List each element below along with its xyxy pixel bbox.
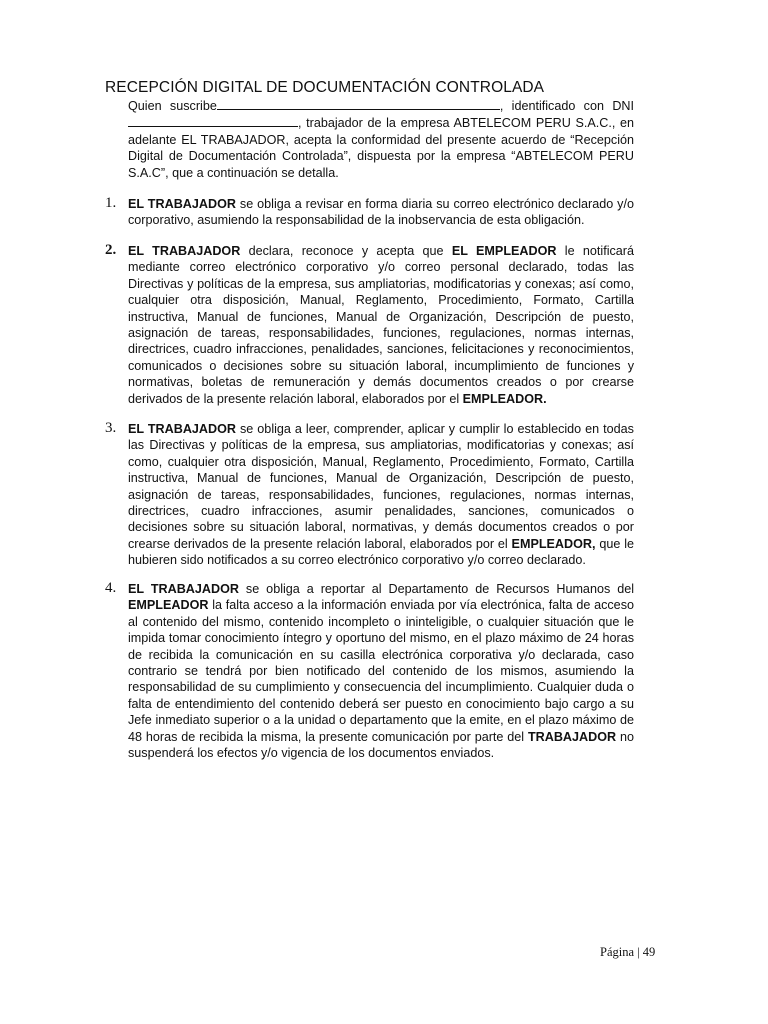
page-number: Página | 49 xyxy=(600,945,656,959)
clause-number: 4. xyxy=(105,580,117,596)
clause-number: 2. xyxy=(105,242,117,258)
intro-paragraph xyxy=(128,97,634,181)
bold-term: EMPLEADOR, xyxy=(511,536,596,551)
intro-text-1: Quien suscribe xyxy=(128,99,217,113)
bold-term: EL TRABAJADOR xyxy=(128,422,237,436)
clause-text-run: se obliga a reportar al Departamento de Recursos Humanos del xyxy=(238,582,635,596)
clause-number: 3. xyxy=(105,420,117,436)
clause-text-run: que le hubieren sido notificados a su correo electrónico corporativo y/o correo declarado. xyxy=(128,536,635,568)
bold-term: EL TRABAJADOR xyxy=(128,244,241,258)
clause-text-run: la falta acceso a la información enviada por vía electrónica, falta de acceso al contenido del mismo, contenido incompleto o ininteligible, o cualquier situación que le impida tomar conocimiento íntegro y oportuno del mismo, en el plazo máximo de 24 horas de recibida la comunicación en su casilla electrónica corporativa y/o declarada, caso contrario se tendrá por bien notificado del contenido de los mismos, asumiendo la responsabilidad de su cumplimiento y consecuencia del incumplimiento. Cualquier duda o falta de entendimiento del contenido deberá ser puesto en conocimiento bajo cargo a su Jefe inmediato superior o a la unidad o departamento que la emite, en el plazo máximo de 48 horas de recibida la misma, la presente comunicación por parte del xyxy=(128,598,634,744)
dni-blank-line xyxy=(128,114,298,127)
name-blank-line xyxy=(217,97,500,110)
clause-text-run: se obliga a leer, comprender, aplicar y cumplir lo establecido en todas las Directivas y políticas de la empresa, sus ampliatorias, modificatorias y conexas; así como, cualquier otra disposición, Manual, Reglamento, Procedimiento, Formato, Cartilla instructiva, Manual de funciones, Manual de Organización, Descripción de puesto, asignación de tareas, responsabilidades, funciones, regulaciones, normas internas, directrices, cuadro infracciones, asumir penalidades, sanciones, comunicados o decisiones sobre su situación laboral, normativas, y demás documentos creados o por crearse derivados de la presente relación laboral, elaborados por el xyxy=(128,422,634,551)
intro-text-3: , trabajador de la empresa ABTELECOM PERU S.A.C., en adelante EL TRABAJADOR, acepta la conformidad del presente acuerdo de “Recepción Digital de Documentación Controlada”, dispuesta por la empresa “ABTELECOM PERU S.A.C”, que a continuación se detalla. xyxy=(128,116,634,180)
clause-text xyxy=(128,196,634,229)
bold-term: EL EMPLEADOR xyxy=(451,244,557,258)
clause-text-run: declara, reconoce y acepta que xyxy=(240,244,452,258)
clause-text xyxy=(128,421,634,569)
clause-2 xyxy=(105,243,634,407)
clause-text xyxy=(128,243,634,407)
clause-text xyxy=(128,581,634,761)
intro-text-2: , identificado con DNI xyxy=(499,99,635,113)
bold-term: EMPLEADOR. xyxy=(462,391,547,406)
clause-number: 1. xyxy=(105,195,117,211)
clause-3 xyxy=(105,421,634,569)
clause-text-run: le notificará mediante correo electrónico corporativo y/o correo personal declarado, todas las Directivas y políticas de la empresa, sus ampliatorias, modificatorias y conexas; así como, cualquier otra disposición, Manual, Reglamento, Procedimiento, Formato, Cartilla instructiva, Manual de funciones, Manual de Organización, Descripción de puesto, asignación de tareas, responsabilidades, funciones, regulaciones, normas internas, directrices, cuadro infracciones, penalidades, sanciones, felicitaciones y reconocimientos, comunicados o decisiones sobre su situación laboral, incumplimiento de funciones y normativas, boletas de remuneración y demás documentos creados o por crearse derivados de la presente relación laboral, elaborados por el xyxy=(128,244,635,406)
bold-term: TRABAJADOR xyxy=(527,729,617,744)
clause-text-run: se obliga a revisar en forma diaria su correo electrónico declarado y/o corporativo, asumiendo la responsabilidad de la inobservancia de esta obligación. xyxy=(128,197,634,228)
clause-4 xyxy=(105,581,634,761)
bold-term: EMPLEADOR xyxy=(128,598,209,613)
document-title: RECEPCIÓN DIGITAL DE DOCUMENTACIÓN CONTROLADA xyxy=(105,79,545,96)
bold-term: EL TRABAJADOR xyxy=(128,197,236,211)
clause-1 xyxy=(105,196,634,229)
clause-text-run: no suspenderá los efectos y/o vigencia de los documentos enviados. xyxy=(128,729,634,761)
bold-term: EL TRABAJADOR xyxy=(128,582,239,596)
